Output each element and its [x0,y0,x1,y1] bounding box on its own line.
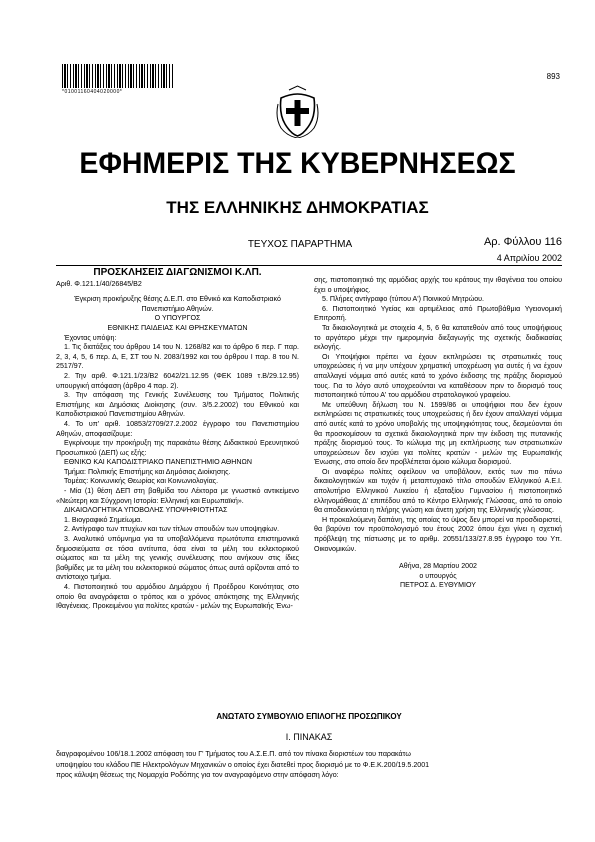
having-regard: Έχοντας υπόψη: [64,333,117,342]
masthead-subtitle: ΤΗΣ ΕΛΛΗΝΙΚΗΣ ΔΗΜΟΚΡΑΤΙΑΣ [166,198,429,217]
bottom-line: διαγραφομένου 106/18.1.2002 απόφαση του Γ' Τμήματος του Α.Σ.Ε.Π. από τον πίνακα διοριστέων του παρακάτω [56,750,411,758]
document-item: 3. Αναλυτικό υπόμνημα για τα υποβαλλόμενα πρωτότυπα επιστημονικά δημοσιεύματα σε τόσα αντίτυπα, όσα είναι τα μέλη του εκλεκτορικού σώματος και τα μέλη της γενικής συνέλευσης που ανήκουν στις ίδιες βαθμίδες με τα μέλη του εκλεκτορικού σώματος όπως αυτά ορίζονται από το αντίστοιχο τμήμα. [56,535,299,582]
document-item: 5. Πλήρες αντίγραφο (τύπου Α') Ποινικού Μητρώου. [322,295,485,304]
minister-title: Ο ΥΠΟΥΡΓΟΣ [154,314,201,323]
paragraph: Οι Υποψήφιοι πρέπει να έχουν εκπληρώσει τις στρατιωτικές τους υποχρεώσεις ή να μην υπέχουν χρηματική υποχρέωση για αυτές ή να έχουν απαλλαγεί νόμιμα από αυτές κατά το χρόνο έκδοσης της πράξης διορισμού τους. Για το λόγο αυτό υποχρεούνται να καταθέσουν πριν το διορισμό τους πιστοποιητικό τύπου Α' του αρμόδιου στρατολογικού γραφείου. [314,352,562,400]
right-column [314,276,562,591]
document-item: 1. Βιογραφικό Σημείωμα. [64,515,143,524]
board-title: ΑΝΩΤΑΤΟ ΣΥΜΒΟΥΛΙΟ ΕΠΙΛΟΓΗΣ ΠΡΟΣΩΠΙΚΟΥ [216,712,402,721]
signatory-name: ΠΕΤΡΟΣ Δ. ΕΥΘΥΜΙΟΥ [399,581,477,590]
barcode [62,64,174,88]
regard-item: 2. Την αριθ. Φ.121.1/23/Β2 6042/21.12.95 (ΦΕΚ 1089 τ.Β/29.12.95) υπουργική απόφαση (άρθρο 4 παρ. 2). [56,371,299,390]
documents-title: ΔΙΚΑΙΟΛΟΓΗΤΙΚΑ ΥΠΟΒΟΛΗΣ ΥΠΟΨΗΦΙΟΤΗΤΑΣ [64,506,228,515]
department-name: Τμήμα: Πολιτικής Επιστήμης και Δημόσιας Διοίκησης. [64,467,231,476]
sector-name: Τομέας: Κοινωνικής Θεωρίας και Κοινωνιολογίας. [64,477,219,486]
document-item: 6. Πιστοποιητικό Υγείας και αρτιμέλειας από Πρωτοβάθμια Υγειονομική Επιτροπή. [314,304,562,323]
regard-item: 1. Τις διατάξεις του άρθρου 14 του Ν. 1268/82 και το άρθρο 6 περ. Γ παρ. 2, 3, 4, 5, 6 περ. Δ, Ε, ΣΤ του Ν. 2083/1992 και του άρθρου Ι παρ. 8 του Ν. 2517/97. [56,343,299,371]
barcode-text: *01001160404020000* [62,89,123,95]
sheet-number: Αρ. Φύλλου 116 [483,236,562,248]
issue-date: 4 Απριλίου 2002 [496,253,562,263]
paragraph: Με υπεύθυνη δήλωση του Ν. 1599/86 οι υποψήφιοι που δεν έχουν εκπληρώσει τις στρατιωτικές τους υποχρεώσεις ή δεν έχουν απαλλαγεί νόμιμα από αυτές κατά το χρόνο υποβολής της υποψηφιότητας τους, δεσμεύονται ότι θα προσκομίσουν τα σχετικά δικαιολογητικά πριν την έκδοση της πυτανικής πράξης διορισμού τους. Το κώλυμα της μη εκπλήρωσης των στρατιωτικών υποχρεώσεων δεν ισχύει για πολίτες κρατών - μελών της Ευρωπαϊκής Ένωσης, στο οποίο δεν προβλέπεται όμοιο κώλυμα διορισμού. [314,400,562,467]
ministry-name: ΕΘΝΙΚΗΣ ΠΑΙΔΕΙΑΣ ΚΑΙ ΘΡΗΣΚΕΥΜΑΤΩΝ [107,323,248,332]
bottom-line: προς κάλυψη θέσεως της Νομαρχία Ροδόπης για τον αναγραφόμενο στην απόφαση λόγο: [56,771,339,780]
approve-text: Εγκρίνουμε την προκήρυξη της παρακάτω θέσης Διδακτικού Ερευνητικού Προσωπικού (ΔΕΠ) ως εξής: [56,439,299,457]
section-title: ΠΡΟΣΚΛΗΣΕΙΣ ΔΙΑΓΩΝΙΣΜΟΙ Κ.ΛΠ. [93,267,262,278]
reference-number: Αριθ. Φ.121.1/40/26845/Β2 [56,279,142,288]
page-number: 893 [546,72,560,81]
document-item: 4. Πιστοποιητικό του αρμόδιου Δημάρχου ή Προέδρου Κοινότητας στο οποίο θα αναγράφεται ο τρόπος και ο χρόνος απόκτησης της Ελληνικής Ιθαγένειας. Προκειμένου για πολίτες κρατών - μελών της Ευρωπαϊκής Ένω- [56,583,299,611]
regard-item: 3. Την απόφαση της Γενικής Συνέλευσης του Τμήματος Πολιτικής Επιστήμης και Δημόσιας Διοίκησης (συν. 3/5.2.2002) του Εθνικού και Καποδιστριακού Πανεπιστημίου Αθηνών. [56,391,299,419]
signatory-role: ο υπουργός [419,571,457,580]
paragraph: Οι αναφέρω πολίτες οφείλουν να υποβάλουν, εκτός των πιο πάνω δικαιολογητικών και τυχόν ή μεταπτυχιακό τίτλο σπουδών Ελληνικού Α.Ε.Ι. απολυτήριο Ελληνικού Λυκείου ή εξαταξίου Γυμνασίου ή πιστοποιητικό ελληνομάθειας Δ' επιπέδου από το Κέντρο Ελληνικής Γλώσσας, από το οποίο θα αποδεικνύεται η πλήρης γνώση και άνετη χρήση της Ελληνικής γλώσσας. [314,467,562,515]
paragraph: Τα δικαιολογητικά με στοιχεία 4, 5, 6 θα κατατεθούν από τους υποψήφιους το αργότερο μέχρι την ημερομηνία διεξαγωγής της σχετικής διαδικασίας εκλογής. [314,323,562,352]
masthead-title: ΕΦΗΜΕΡΙΣ ΤΗΣ ΚΥΒΕΡΝΗΣΕΩΣ [79,147,516,180]
approval-subject: Έγκριση προκήρυξης θέσης Δ.Ε.Π. στο Εθνικό και Καποδιστριακό Πανεπιστήμιο Αθηνών. [74,295,281,313]
place-date: Αθήνα, 28 Μαρτίου 2002 [399,562,477,571]
regard-item: 4. Το υπ' αριθ. 10853/2709/27.2.2002 έγγραφο του Πανεπιστημίου Αθηνών, αποφασίζουμε: [56,419,299,438]
document-item: 2. Αντίγραφο των πτυχίων και των τίτλων σπουδών των υποψηφίων. [64,525,280,534]
paragraph: Η προκαλούμενη δαπάνη, της οποίας το ύψος δεν μπορεί να προσδιοριστεί, θα βαρύνει τον προϋπολογισμό του έτους 2002 όπου έχει γίνει η σχετική πρόβλεψη της πίστωσης με το αριθμ. 20551/133/27.8.95 έγγραφο του Υπ. Οικονομικών. [314,515,562,553]
position-description: - Μία (1) θέση ΔΕΠ στη βαθμίδα του Λέκτορα με γνωστικό αντικείμενο «Νεώτερη και Σύγχρονη Ιστορία: Ελληνική και Ευρωπαϊκή». [56,487,299,505]
bottom-line: υποψηφίου του κλάδου ΠΕ Ηλεκτρολόγων Μηχανικών ο οποίος έχει διατεθεί προς διορισμό με το Φ.Ε.Κ.200/19.5.2001 [56,760,430,769]
continued-text: σης, πιστοποιητικό της αρμόδιας αρχής του κράτους την ιθαγένεια του οποίου έχει ο υποψήφιος. [314,276,562,294]
left-column [56,266,299,612]
table-title: Ι. ΠΙΝΑΚΑΣ [285,732,333,742]
university-name: ΕΘΝΙΚΟ ΚΑΙ ΚΑΠΟΔΙΣΤΡΙΑΚΟ ΠΑΝΕΠΙΣΤΗΜΙΟ ΑΘΗΝΩΝ [64,458,252,467]
issue-type: ΤΕΥΧΟΣ ΠΑΡΑΡΤΗΜΑ [247,239,353,250]
greek-coat-of-arms-icon [275,84,320,138]
bottom-paragraph [56,749,562,781]
